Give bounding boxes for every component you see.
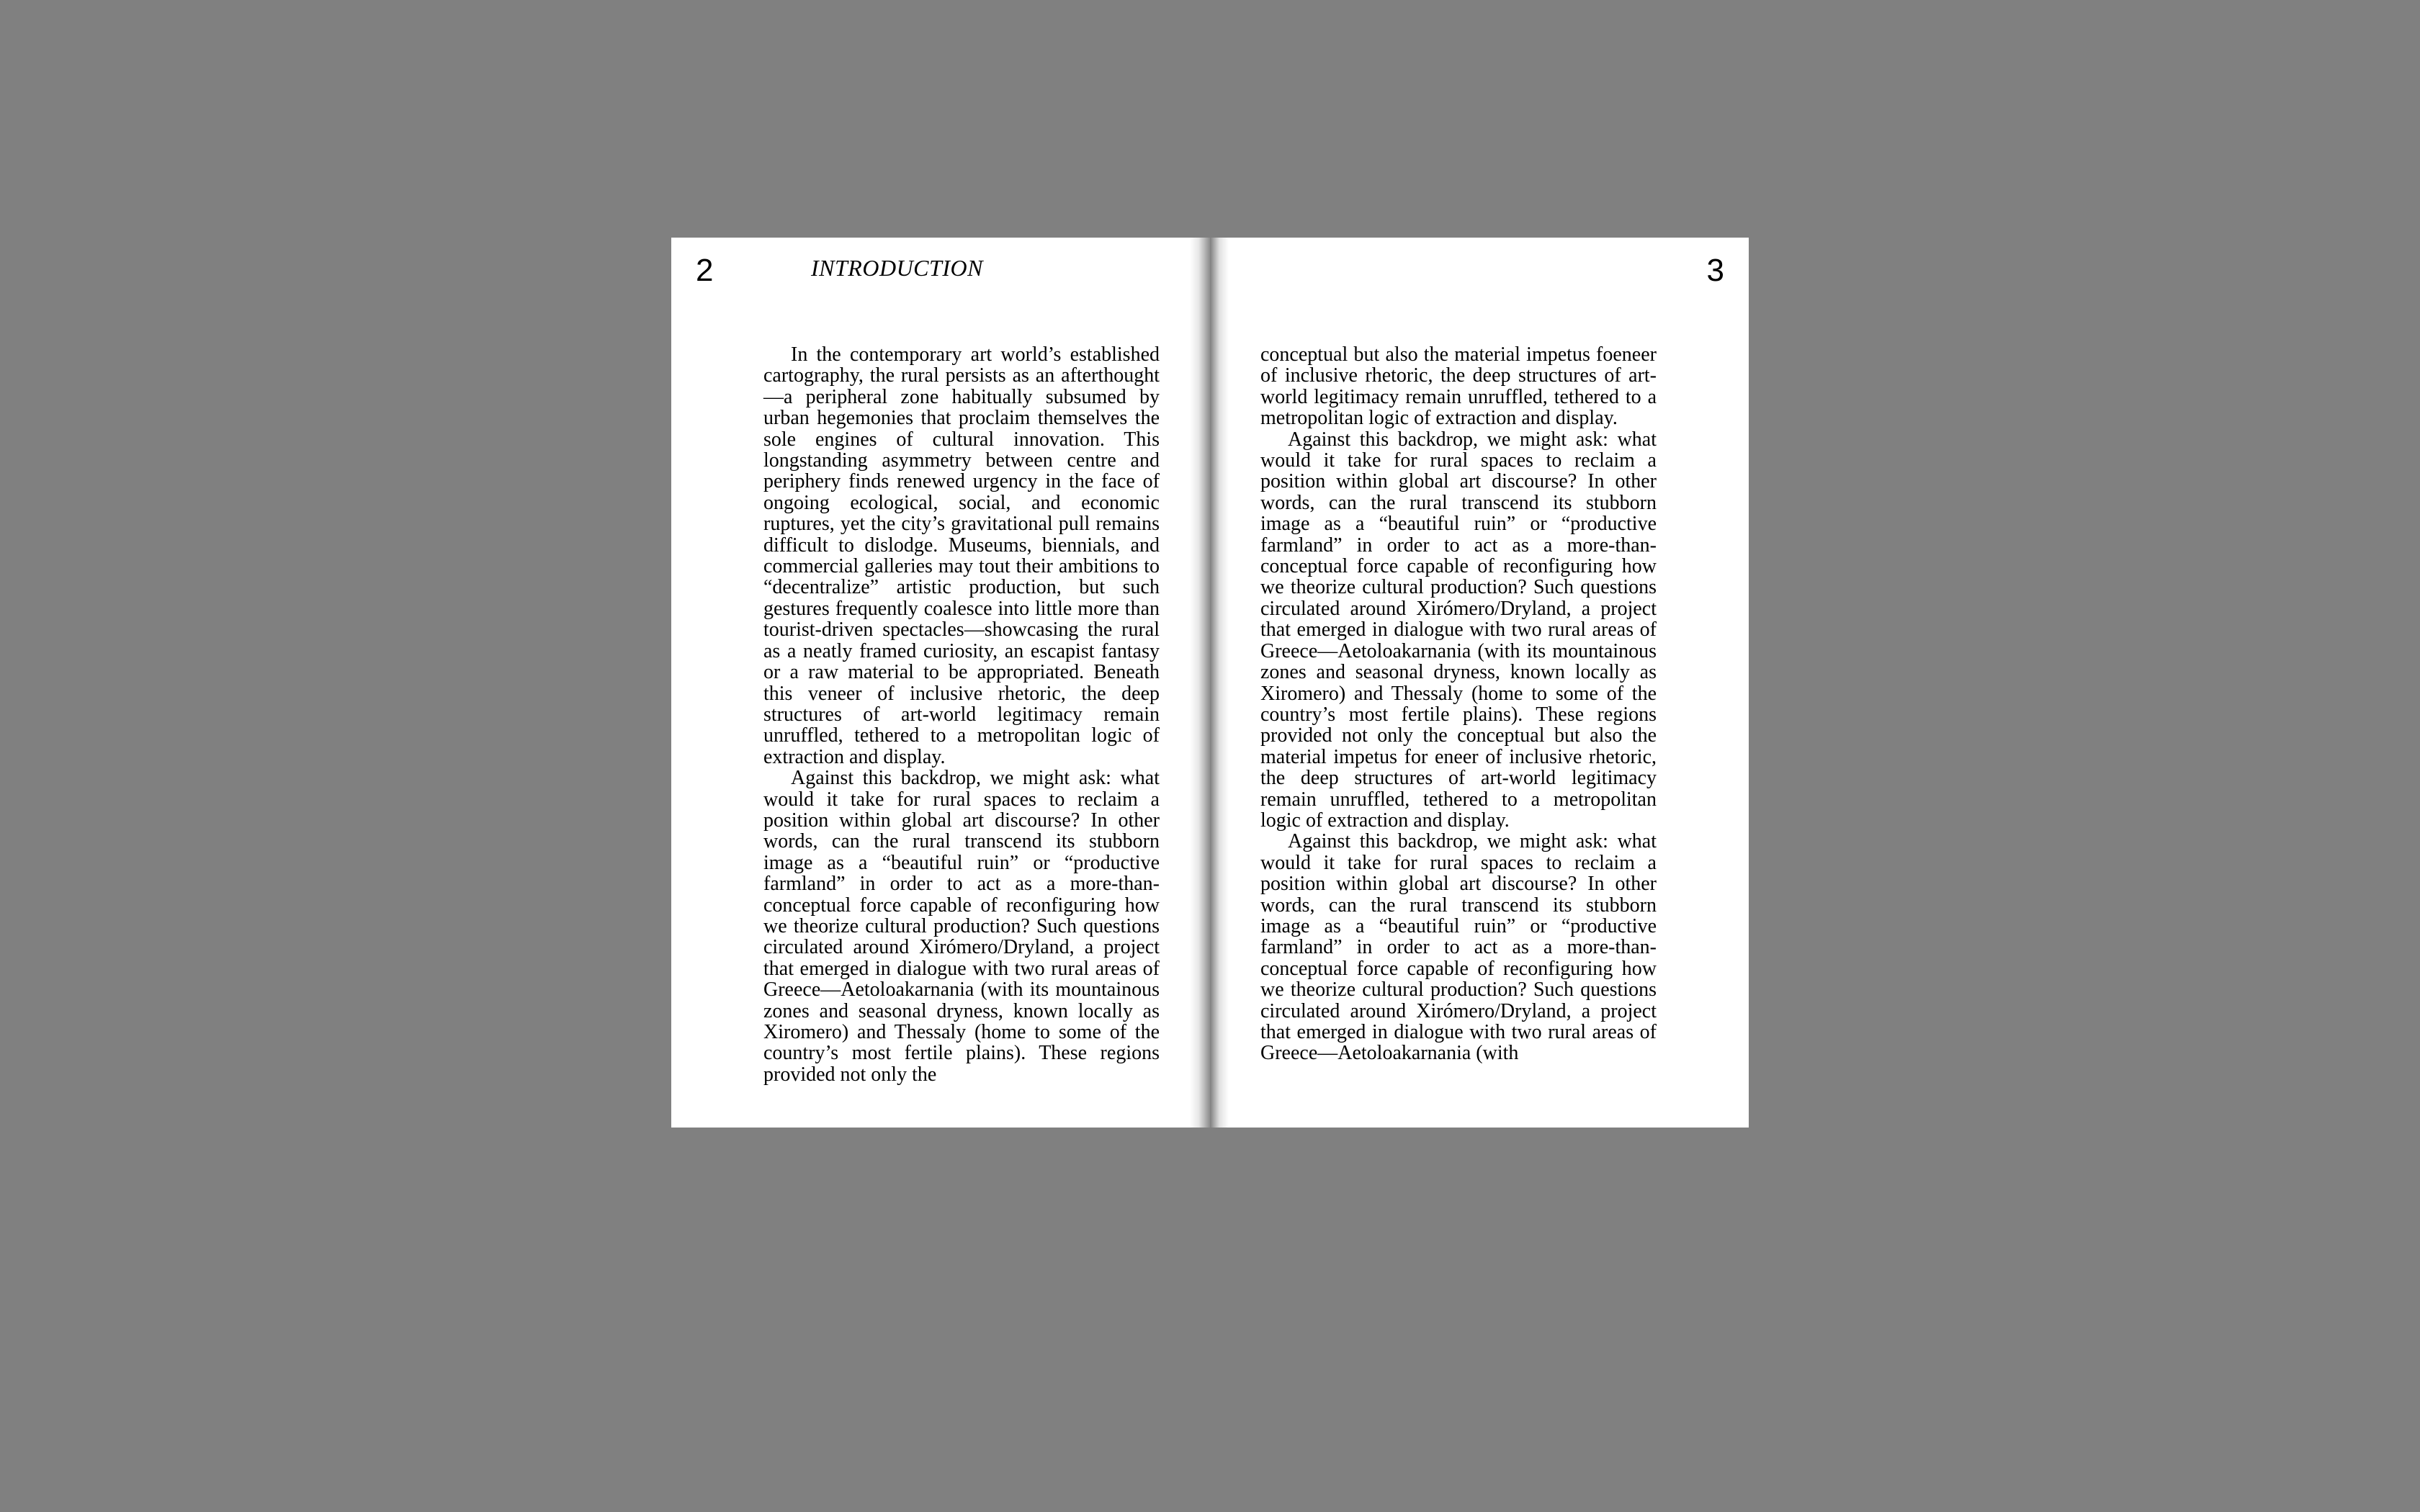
right-paragraph-1: conceptual but also the material impetus foeneer of inclusive rhetoric, the deep structures of art-world legitimacy remain unruffled, tethered to a metropolitan logic of extraction and display. xyxy=(1260,343,1657,430)
gutter-shadow xyxy=(1210,238,1229,1128)
right-page xyxy=(1210,238,1749,1128)
left-paragraph-1: In the contemporary art world’s established cartography, the rural persists as an afterthought—a peripheral zone habitually subsumed by urban hegemonies that proclaim themselves the sole engines of cultural innovation. This longstanding asymmetry between centre and periphery finds renewed urgency in the face of ongoing ecological, social, and economic ruptures, yet the city’s gravitational pull remains difficult to dislodge. Museums, biennials, and commercial galleries may tout their ambitions to “decentralize” artistic production, but such gestures frequently coalesce into little more than tourist-driven spectacles—showcasing the rural as a neatly framed curiosity, an escapist fantasy or a raw material to be appropriated. Beneath this veneer of inclusive rhetoric, the deep structures of art-world legitimacy remain unruffled, tethered to a metropolitan logic of extraction and display. xyxy=(763,343,1160,768)
running-head: INTRODUCTION xyxy=(811,255,983,281)
right-paragraph-2: Against this backdrop, we might ask: what would it take for rural spaces to reclaim a position within global art discourse? In other words, can the rural transcend its stubborn image as a “beautiful ruin” or “productive farmland” in order to act as a more-than-conceptual force capable of reconfiguring how we theorize cultural production? Such questions circulated around Xirómero/Dryland, a project that emerged in dialogue with two rural areas of Greece—Aetoloakarnania (with its mountainous zones and seasonal dryness, known locally as Xiromero) and Thessaly (home to some of the country’s most fertile plains). These regions provided not only the conceptual but also the material impetus for eneer of inclusive rhetoric, the deep structures of art-world legitimacy remain unruffled, tethered to a metropolitan logic of extraction and display. xyxy=(1260,428,1657,832)
book-spread xyxy=(671,238,1749,1128)
gutter-shadow xyxy=(1190,238,1210,1128)
right-paragraph-3: Against this backdrop, we might ask: what would it take for rural spaces to reclaim a position within global art discourse? In other words, can the rural transcend its stubborn image as a “beautiful ruin” or “productive farmland” in order to act as a more-than-conceptual force capable of reconfiguring how we theorize cultural production? Such questions circulated around Xirómero/Dryland, a project that emerged in dialogue with two rural areas of Greece—Aetoloakarnania (with xyxy=(1260,830,1657,1065)
left-paragraph-2: Against this backdrop, we might ask: what would it take for rural spaces to reclaim a position within global art discourse? In other words, can the rural transcend its stubborn image as a “beautiful ruin” or “productive farmland” in order to act as a more-than-conceptual force capable of reconfiguring how we theorize cultural production? Such questions circulated around Xirómero/Dryland, a project that emerged in dialogue with two rural areas of Greece—Aetoloakarnania (with its mountainous zones and seasonal dryness, known locally as Xiromero) and Thessaly (home to some of the country’s most fertile plains). These regions provided not only the xyxy=(763,767,1160,1086)
left-page xyxy=(671,238,1210,1128)
left-text-column xyxy=(763,344,1160,1085)
page-number-left: 2 xyxy=(696,253,714,288)
page-number-right: 3 xyxy=(1706,253,1724,288)
right-text-column xyxy=(1260,344,1657,1064)
